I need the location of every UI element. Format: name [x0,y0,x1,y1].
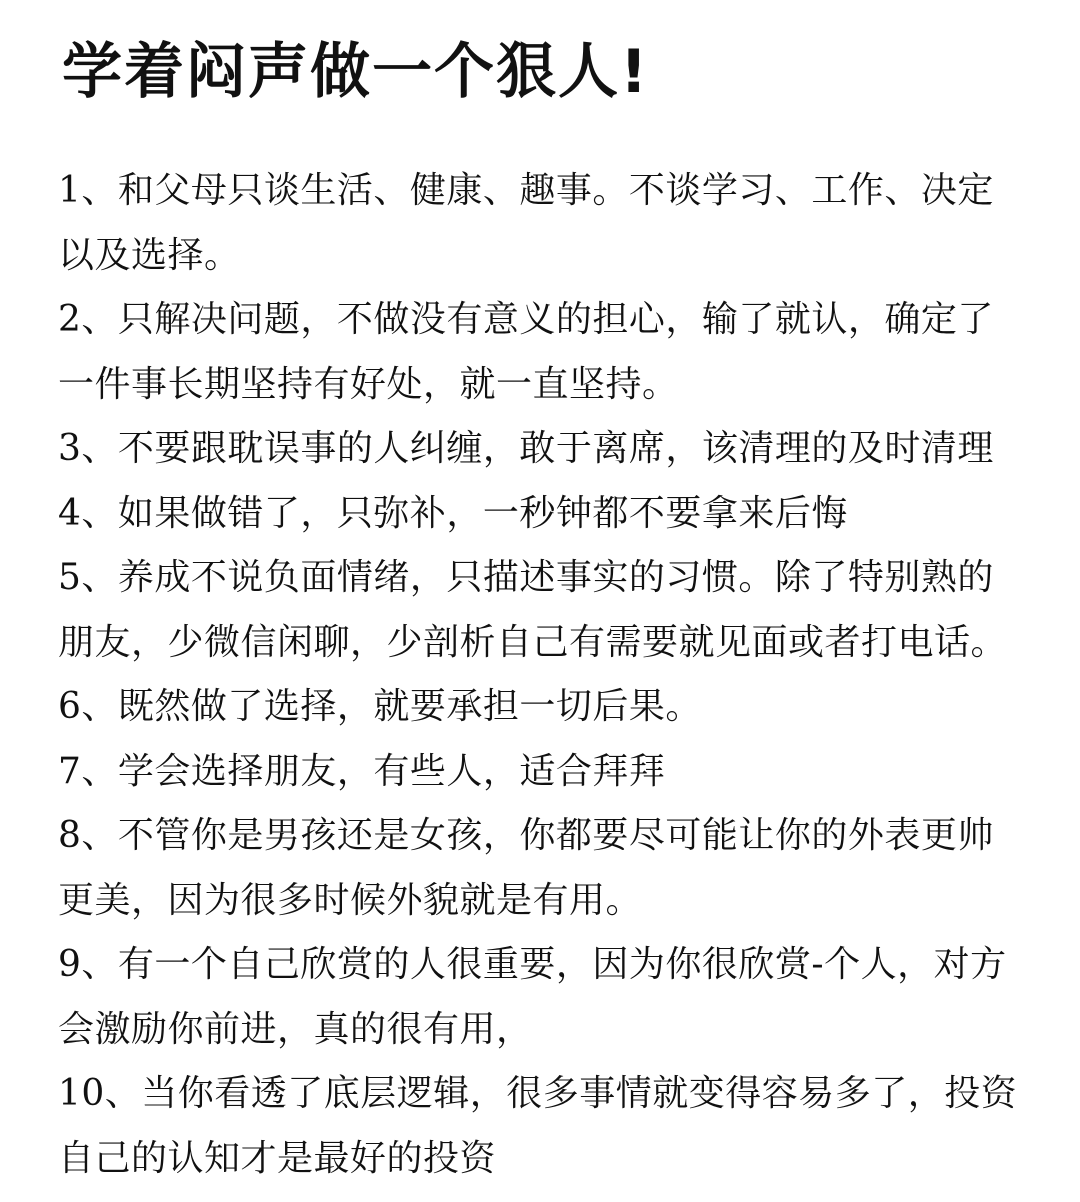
text-line: 一件事长期坚持有好处，就一直坚持。 [58,363,679,405]
text-line: 1、和父母只谈生活、健康、趣事。不谈学习、工作、决定 [58,170,994,211]
text-line: 会激励你前进，真的很有用， [58,1008,533,1050]
text-line: 9、有一个自己欣赏的人很重要，因为你很欣赏-个人，对方 [58,944,1007,985]
text-line: 5、养成不说负面情绪，只描述事实的习惯。除了特别熟的 [58,557,994,598]
text-line: 3、不要跟耽误事的人纠缠，敢于离席，该清理的及时清理 [58,428,994,469]
page-title: 学着闷声做一个狠人! [62,37,650,107]
text-line: 10、当你看透了底层逻辑，很多事情就变得容易多了，投资 [58,1073,1018,1114]
text-line: 7、学会选择朋友，有些人，适合拜拜 [58,750,666,792]
text-line: 4、如果做错了，只弥补，一秒钟都不要拿来后悔 [58,492,848,534]
text-line: 8、不管你是男孩还是女孩，你都要尽可能让你的外表更帅 [58,815,994,856]
text-line: 以及选择。 [58,234,241,276]
tips-list [58,159,1048,1191]
text-line: 自己的认知才是最好的投资 [58,1137,497,1179]
text-line: 6、既然做了选择，就要承担一切后果。 [58,686,702,727]
text-line: 朋友，少微信闲聊，少剖析自己有需要就见面或者打电话。 [58,621,1008,663]
text-line: 2、只解决问题，不做没有意义的担心，输了就认，确定了 [58,299,994,340]
text-line: 更美，因为很多时候外貌就是有用。 [58,879,643,921]
